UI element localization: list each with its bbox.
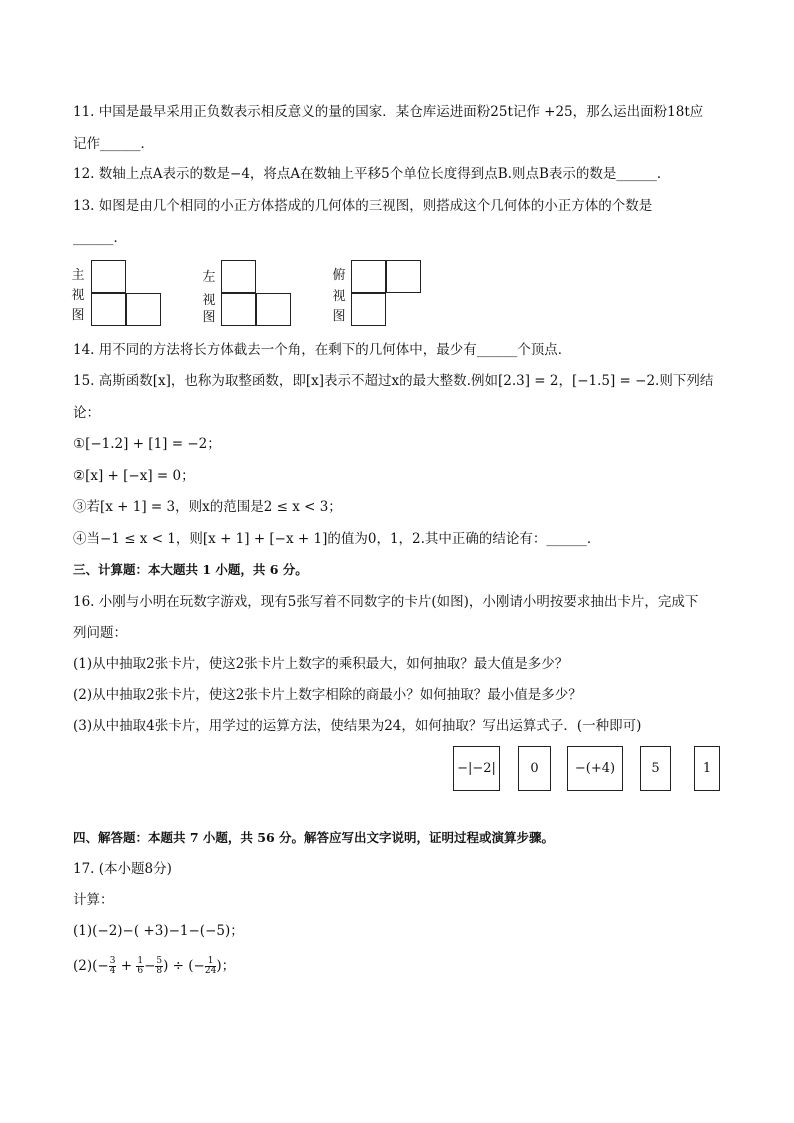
q15-item2: ②[x] + [−x] = 0；	[73, 468, 195, 484]
fraction-numerator: 1	[137, 956, 144, 966]
fraction-numerator: 1	[205, 957, 216, 967]
fraction	[136, 957, 144, 976]
operator: −	[144, 958, 156, 974]
q17-part2	[73, 956, 235, 976]
top-view-label-2: 视	[332, 289, 346, 304]
fraction-denominator: 8	[156, 966, 163, 976]
top-view-cell	[351, 293, 386, 326]
number-card: −|−2|	[453, 746, 500, 791]
top-view-cell	[351, 260, 386, 293]
q16-part1: (1)从中抽取2张卡片，使这2张卡片上数字的乘积最大，如何抽取？最大值是多少？	[73, 656, 569, 672]
section-3-heading: 三、计算题：本大题共 1 小题，共 6 分。	[73, 562, 308, 577]
left-view-label-3: 图	[202, 310, 216, 325]
left-view-label-2: 视	[202, 293, 216, 308]
q13-line1: 13. 如图是由几个相同的小正方体搭成的几何体的三视图，则搭成这个几何体的小正方体的个数是	[73, 198, 653, 214]
q12-text: 12. 数轴上点A表示的数是−4，将点A在数轴上平移5个单位长度得到点B.则点B表示的数是______．	[73, 166, 671, 182]
q13-line2: ______．	[73, 230, 127, 246]
q15-item3: ③若[x + 1] = 3，则x的范围是2 ≤ x < 3；	[73, 499, 342, 515]
q15-item4: ④当−1 ≤ x < 1，则[x + 1] + [−x + 1]的值为0，1，2.其中正确的结论有：______．	[73, 531, 601, 547]
number-card: 5	[640, 746, 671, 791]
number-card: 1	[694, 746, 720, 791]
fraction-denominator: 6	[137, 966, 144, 976]
q11-line2: 记作______．	[73, 136, 154, 152]
front-view-cell	[91, 260, 126, 293]
q16-part2: (2)从中抽取2张卡片，使这2张卡片上数字相除的商最小？如何抽取？最小值是多少？	[73, 687, 582, 703]
q11-line1: 11. 中国是最早采用正负数表示相反意义的量的国家．某仓库运进面粉25t记作 +25，那么运出面粉18t应	[73, 104, 704, 120]
q16-line1: 16. 小刚与小明在玩数字游戏，现有5张写着不同数字的卡片(如图)，小刚请小明按要求抽出卡片，完成下	[73, 594, 699, 610]
left-view-cell	[256, 293, 291, 326]
left-view-cell	[221, 293, 256, 326]
q15-line1: 15. 高斯函数[x]，也称为取整函数，即[x]表示不超过x的最大整数.例如[2.3] = 2，[−1.5] = −2.则下列结	[73, 373, 714, 389]
front-view-cell	[91, 293, 126, 326]
q16-part3: (3)从中抽取4张卡片，用学过的运算方法，使结果为24，如何抽取？写出运算式子．(一种即可)	[73, 718, 642, 734]
left-view-label-1: 左	[202, 270, 216, 285]
top-view-cell	[386, 260, 421, 293]
fraction-numerator: 5	[156, 956, 163, 966]
left-view-cell	[221, 260, 256, 293]
fraction-denominator: 4	[109, 966, 116, 976]
q15-item1: ①[−1.2] + [1] = −2；	[73, 436, 221, 452]
q15-line2: 论：	[73, 405, 100, 421]
q14-text: 14. 用不同的方法将长方体截去一个角，在剩下的几何体中，最少有______个顶点．	[73, 342, 572, 358]
top-view-label-3: 图	[332, 309, 346, 324]
fraction-denominator: 24	[204, 966, 217, 976]
q17-part1: (1)(−2)−( +3)−1−(−5)；	[73, 923, 244, 939]
front-view-cell	[126, 293, 161, 326]
q17-part2-mid: ) ÷ (−	[163, 958, 205, 974]
top-view-label-1: 俯	[332, 268, 346, 283]
fraction-numerator: 3	[109, 956, 116, 966]
fraction	[205, 957, 216, 976]
section-4-heading: 四、解答题：本题共 7 小题，共 56 分。解答应写出文字说明，证明过程或演算步骤。	[73, 830, 555, 845]
q17-title: 17. (本小题8分)	[73, 861, 172, 877]
front-view-label-1: 主	[71, 268, 85, 283]
q17-part2-suffix: )；	[216, 958, 236, 974]
front-view-label-3: 图	[71, 308, 85, 323]
q17-intro: 计算：	[73, 892, 114, 908]
q16-line2: 列问题：	[73, 625, 127, 641]
fraction	[155, 957, 163, 976]
number-card: 0	[518, 746, 551, 791]
front-view-label-2: 视	[71, 288, 85, 303]
number-card: −(+4)	[567, 746, 623, 791]
operator: +	[116, 958, 137, 974]
q17-part2-prefix: (2)(−	[73, 958, 109, 974]
